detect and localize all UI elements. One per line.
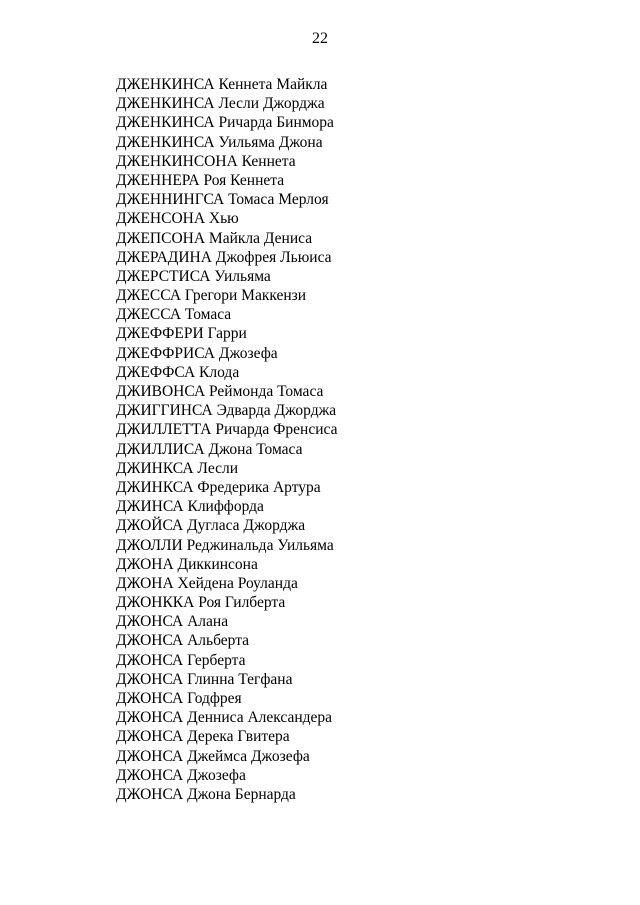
list-item: ДЖЕНСОНА Хью: [116, 210, 239, 228]
list-item: ДЖОНСА Глинна Тегфана: [116, 670, 293, 688]
list-item: ДЖЕНКИНСА Ричарда Бинмора: [116, 114, 334, 132]
list-item: ДЖИНКСА Фредерика Артура: [116, 478, 321, 496]
list-item: ДЖЕНКИНСА Лесли Джорджа: [116, 95, 325, 113]
list-item: ДЖИНСА Клиффорда: [116, 498, 264, 516]
name-list: [116, 75, 337, 804]
list-item: ДЖОЛЛИ Реджинальда Уильяма: [116, 536, 334, 554]
list-item: ДЖЕННИНГСА Томаса Мерлоя: [116, 191, 329, 209]
list-item: ДЖОЙСА Дугласа Джорджа: [116, 517, 306, 535]
page-number: 22: [312, 30, 328, 47]
list-item: ДЖЕРСТИСА Уильяма: [116, 267, 271, 285]
list-item: ДЖЕФФРИСА Джозефа: [116, 344, 278, 362]
list-item: ДЖОНСА Денниса Александера: [116, 709, 333, 727]
list-item: ДЖОНСА Джона Бернарда: [116, 785, 296, 803]
list-item: ДЖЕПСОНА Майкла Дениса: [116, 229, 313, 247]
list-item: ДЖИНКСА Лесли: [116, 459, 239, 477]
list-item: ДЖЕННЕРА Роя Кеннета: [116, 171, 285, 189]
list-item: ДЖОНА Хейдена Роуланда: [116, 574, 298, 592]
list-item: ДЖИЛЛИСА Джона Томаса: [116, 440, 303, 458]
list-item: ДЖЕНКИНСА Уильяма Джона: [116, 133, 323, 151]
list-item: ДЖИВОНСА Реймонда Томаса: [116, 383, 324, 400]
list-item: ДЖЕНКИНСА Кеннета Майкла: [116, 76, 328, 93]
list-item: ДЖИГГИНСА Эдварда Джорджа: [116, 402, 337, 420]
list-item: ДЖОНСА Годфрея: [116, 690, 242, 707]
list-item: ДЖЕССА Томаса: [116, 306, 232, 324]
list-item: ДЖОНСА Алана: [116, 613, 229, 631]
list-item: ДЖОНА Диккинсона: [116, 555, 258, 573]
list-item: ДЖИЛЛЕТТА Ричарда Френсиса: [116, 421, 338, 439]
list-item: ДЖЕССА Грегори Маккензи: [116, 287, 307, 305]
list-item: ДЖОНСА Альберта: [116, 632, 250, 650]
list-item: ДЖОНСА Джозефа: [116, 766, 246, 784]
list-item: ДЖОНСА Дерека Гвитера: [116, 728, 290, 746]
list-item: ДЖОНСА Герберта: [116, 651, 246, 669]
list-item: ДЖОНСА Джеймса Джозефа: [116, 747, 310, 765]
list-item: ДЖЕФФСА Клода: [116, 363, 240, 381]
list-item: ДЖЕРАДИНА Джофрея Льюиса: [116, 248, 332, 266]
list-item: ДЖОНККА Роя Гилберта: [116, 594, 286, 612]
list-item: ДЖЕФФЕРИ Гарри: [116, 325, 247, 343]
list-item: ДЖЕНКИНСОНА Кеннета: [116, 152, 296, 170]
